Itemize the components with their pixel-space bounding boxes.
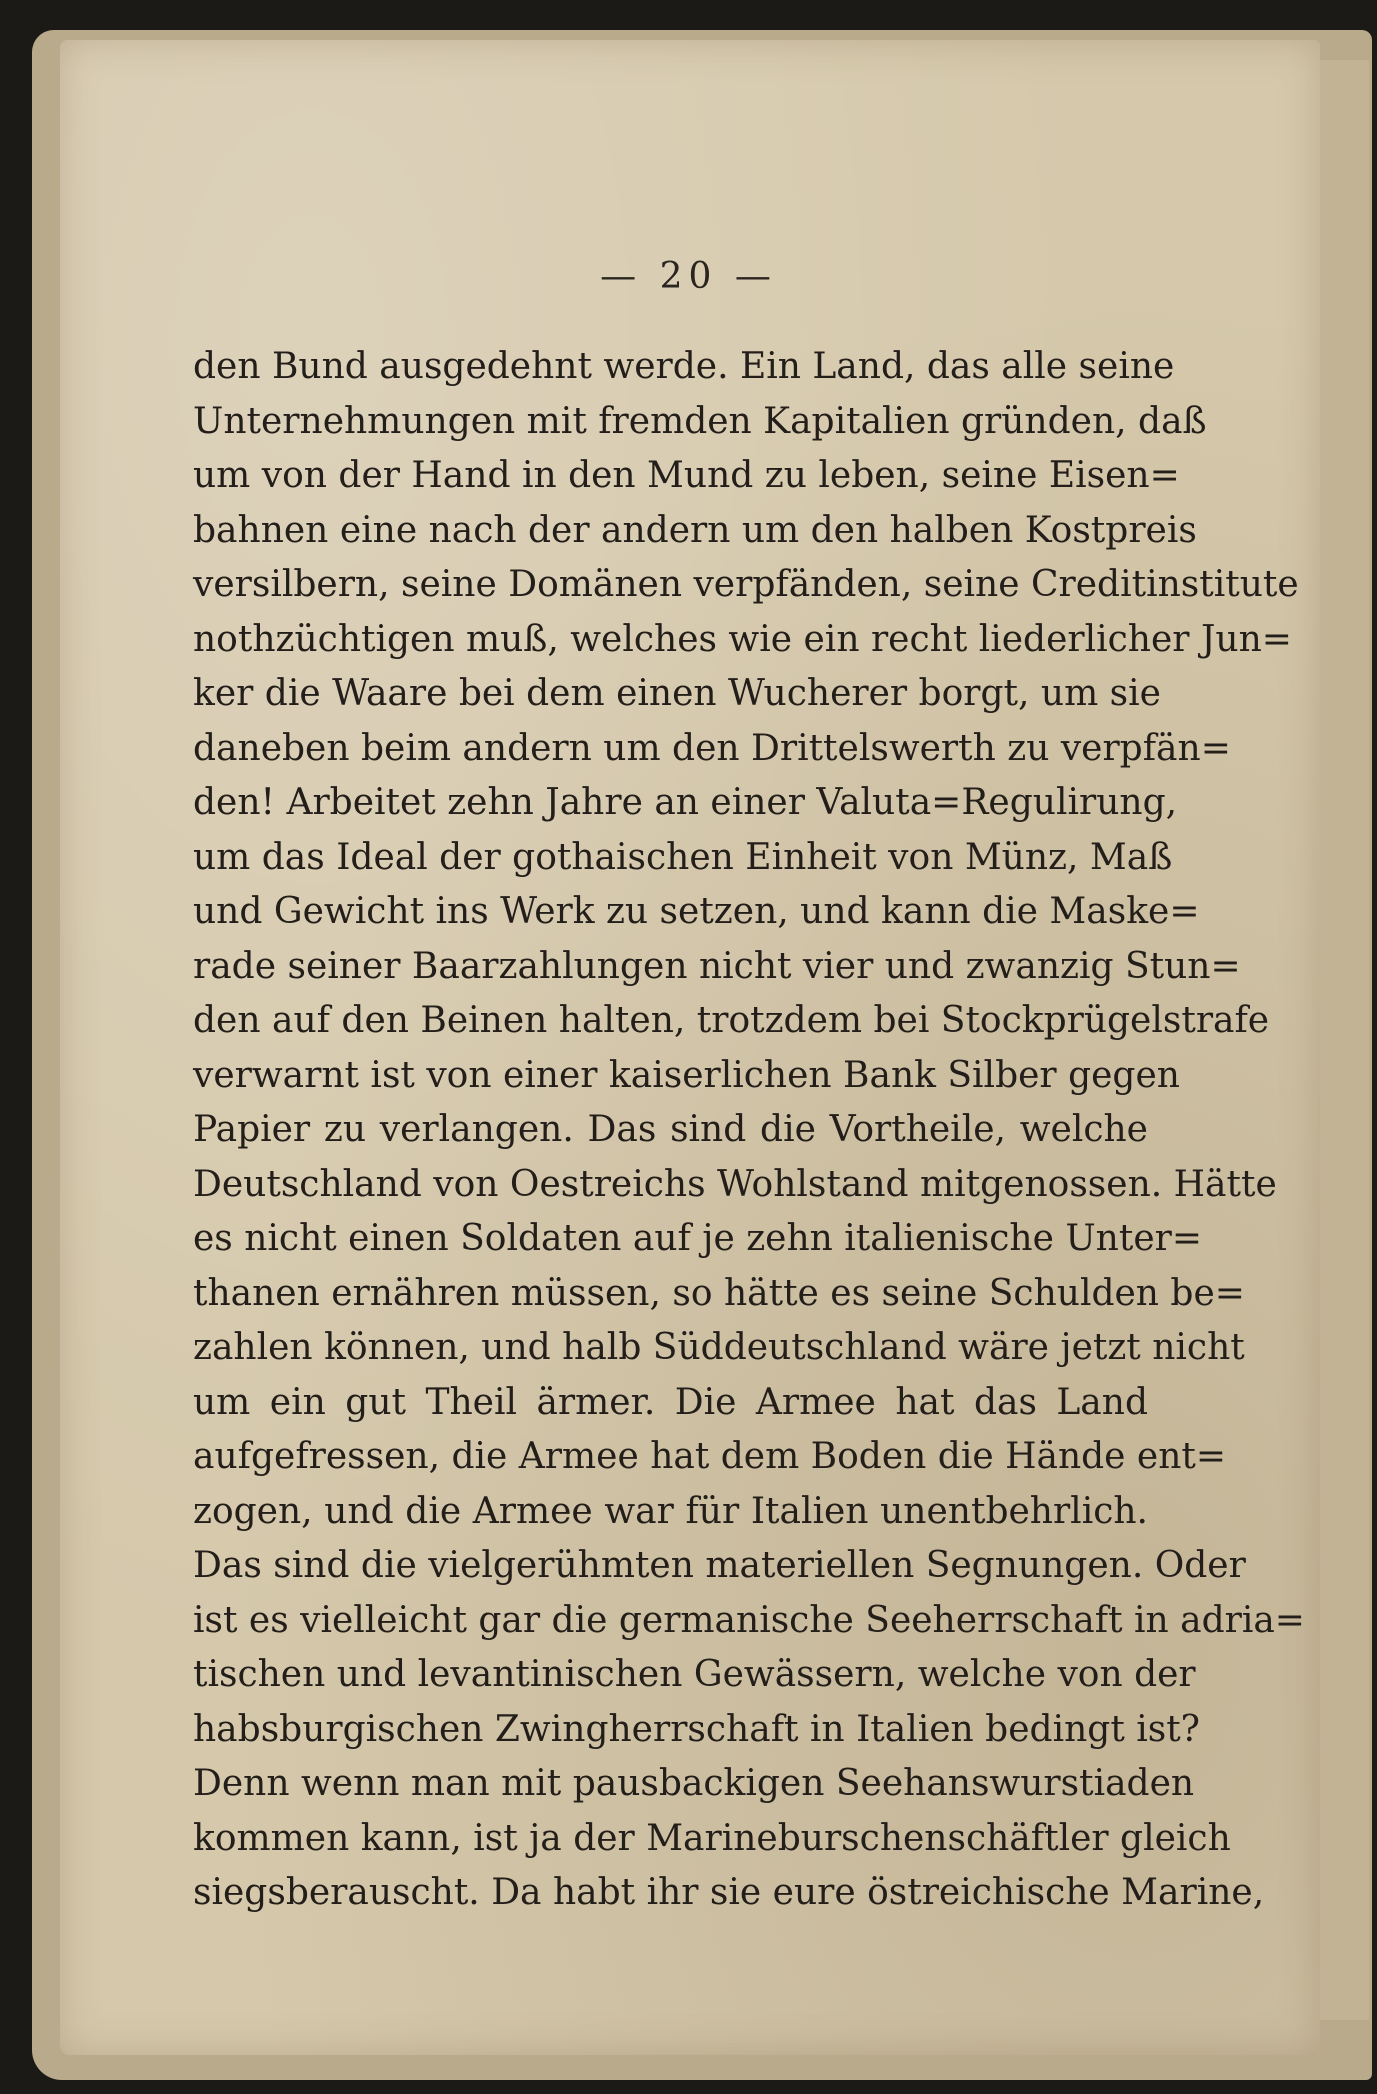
text-line: aufgefressen, die Armee hat dem Boden die Hände ent= [193, 1436, 1227, 1477]
text-line: zogen, und die Armee war für Italien unentbehrlich. [193, 1490, 1148, 1532]
text-line: den auf den Beinen halten, trotzdem bei Stockprügelstrafe [193, 1000, 1270, 1041]
text-line: um das Ideal der gothaischen Einheit von Münz, Maß [193, 836, 1173, 878]
text-line: um von der Hand in den Mund zu leben, seine Eisen= [193, 455, 1180, 496]
text-line: um ein gut Theil ärmer. Die Armee hat das Land [193, 1381, 1148, 1423]
text-line: verwarnt ist von einer kaiserlichen Bank Silber gegen [193, 1054, 1180, 1096]
text-line: und Gewicht ins Werk zu setzen, und kann die Maske= [193, 891, 1200, 932]
body-text [193, 340, 1305, 1921]
text-line: den Bund ausgedehnt werde. Ein Land, das alle seine [193, 346, 1175, 387]
text-line: Denn wenn man mit pausbackigen Seehanswurstiaden [193, 1763, 1195, 1804]
text-line: daneben beim andern um den Drittelswerth zu verpfän= [193, 727, 1231, 769]
page-number: — 20 — [600, 256, 777, 297]
text-line: Deutschland von Oestreichs Wohlstand mitgenossen. Hätte [193, 1163, 1277, 1205]
text-line: bahnen eine nach der andern um den halben Kostpreis [193, 509, 1197, 551]
text-line: thanen ernähren müssen, so hätte es seine Schulden be= [193, 1272, 1245, 1314]
facing-page-edge [1316, 60, 1369, 2020]
text-line: Das sind die vielgerühmten materiellen Segnungen. Oder [193, 1545, 1246, 1586]
text-line: es nicht einen Soldaten auf je zehn italienische Unter= [193, 1218, 1203, 1259]
text-line: Papier zu verlangen. Das sind die Vortheile, welche [193, 1109, 1148, 1150]
text-line: nothzüchtigen muß, welches wie ein recht liederlicher Jun= [193, 618, 1292, 660]
text-line: Unternehmungen mit fremden Kapitalien gründen, daß [193, 400, 1207, 442]
text-line: zahlen können, und halb Süddeutschland wäre jetzt nicht [193, 1327, 1245, 1368]
text-line: ist es vielleicht gar die germanische Seeherrschaft in adria= [193, 1599, 1305, 1641]
text-line: kommen kann, ist ja der Marineburschenschäftler gleich [193, 1817, 1231, 1859]
text-line: versilbern, seine Domänen verpfänden, seine Creditinstitute [193, 564, 1299, 605]
text-line: rade seiner Baarzahlungen nicht vier und zwanzig Stun= [193, 945, 1241, 987]
text-line: habsburgischen Zwingherrschaft in Italien bedingt ist? [193, 1708, 1200, 1750]
text-line: siegsberauscht. Da habt ihr sie eure östreichische Marine, [193, 1872, 1265, 1913]
text-line: tischen und levantinischen Gewässern, welche von der [193, 1654, 1196, 1695]
text-line: den! Arbeitet zehn Jahre an einer Valuta=Regulirung, [193, 782, 1178, 823]
text-line: ker die Waare bei dem einen Wucherer borgt, um sie [193, 673, 1161, 714]
